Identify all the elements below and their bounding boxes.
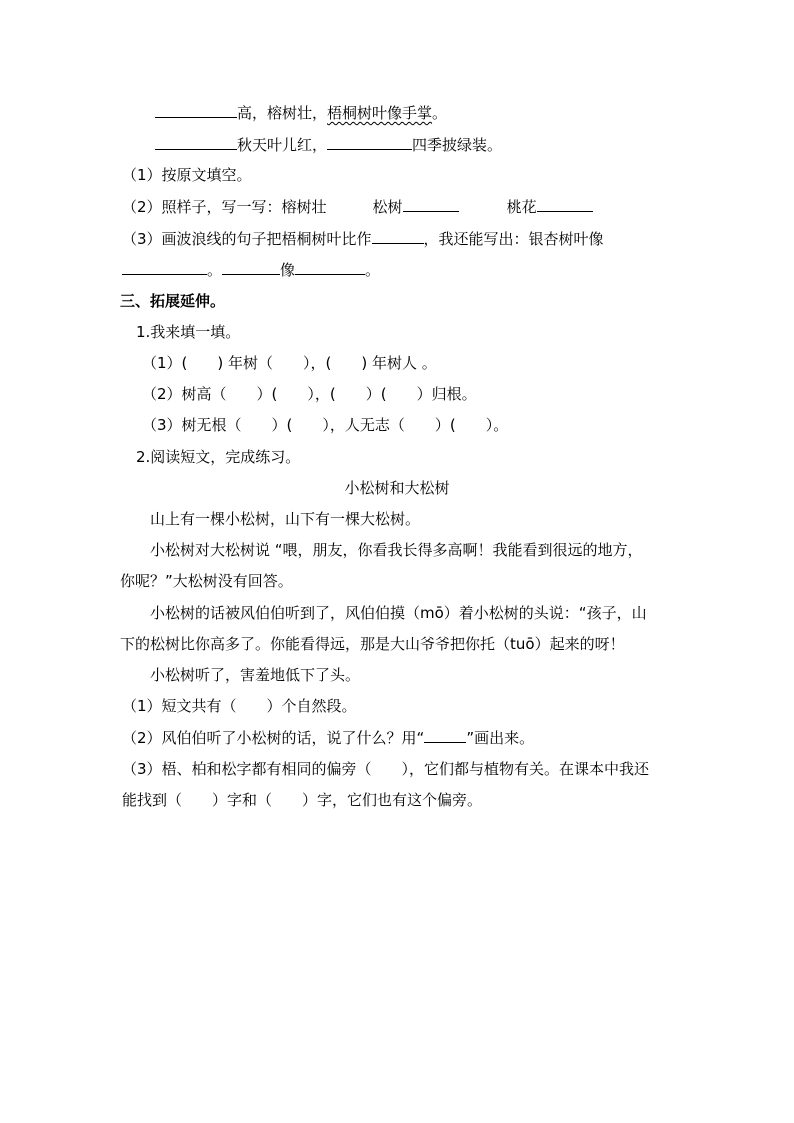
story-question-3-line-1: （3）梧、柏和松字都有相同的偏旁（ ），它们都与植物有关。在课本中我还 — [122, 760, 650, 778]
blank-q3-3[interactable] — [222, 259, 280, 275]
question-3-line-2 — [122, 259, 380, 279]
blank-q3-2[interactable] — [122, 259, 207, 275]
blank-q2-2[interactable] — [537, 196, 593, 212]
story-paragraph-2-line-2: 你呢？”大松树没有回答。 — [120, 572, 293, 590]
story-question-2 — [122, 727, 534, 747]
blank-q3-1[interactable] — [372, 228, 424, 244]
story-paragraph-2-line-1: 小松树对大松树说 “喂，朋友，你看我长得多高啊！我能看到很远的地方， — [150, 541, 643, 559]
story-paragraph-1: 山上有一棵小松树，山下有一棵大松树。 — [150, 510, 421, 528]
task-2: 2.阅读短文，完成练习。 — [136, 448, 301, 466]
question-3-text-a: 。 — [207, 261, 223, 279]
story-paragraph-3-line-2: 下的松树比你高多了。你能看得远，那是大山爷爷把你托（tuō）起来的呀！ — [120, 635, 625, 653]
fill-2: （2）树高（ ）( ），( ）( ）归根。 — [142, 385, 477, 403]
question-3-text-c: 。 — [365, 261, 381, 279]
blank-poem-3[interactable] — [327, 134, 412, 150]
question-3-prefix: （3）画波浪线的句子把梧桐树叶比作 — [122, 230, 372, 248]
blank-q2-1[interactable] — [403, 196, 459, 212]
story-paragraph-4: 小松树听了，害羞地低下了头。 — [150, 666, 361, 684]
task-1: 1.我来填一填。 — [136, 323, 241, 341]
question-2-prefix: （2）照样子，写一写：榕树壮 — [122, 198, 327, 216]
question-2-item-1: 松树 — [372, 198, 403, 216]
blank-poem-1[interactable] — [155, 102, 237, 118]
fill-3: （3）树无根（ ）( ），人无志（ ）( ）。 — [142, 416, 509, 434]
poem-line-1-wavy: 梧桐树叶像手掌 — [327, 104, 433, 122]
story-question-2-prefix: （2）风伯伯听了小松树的话，说了什么？用“ — [122, 729, 425, 747]
blank-story-q2[interactable] — [424, 727, 466, 743]
poem-line-1-text: 高，榕树壮， — [237, 104, 328, 122]
story-question-1: （1）短文共有（ ）个自然段。 — [122, 697, 357, 715]
question-2-item-2: 桃花 — [506, 198, 537, 216]
question-2 — [122, 196, 593, 216]
story-title: 小松树和大松树 — [344, 479, 450, 497]
section-3-heading: 三、拓展延伸。 — [120, 292, 226, 310]
poem-line-1 — [155, 102, 447, 122]
story-paragraph-3-line-1: 小松树的话被风伯伯听到了，风伯伯摸（mō）着小松树的头说：“孩子，山 — [150, 604, 647, 622]
poem-line-2-text-b: 四季披绿装。 — [412, 136, 503, 154]
poem-line-1-end: 。 — [432, 104, 448, 122]
story-question-2-suffix: ”画出来。 — [466, 729, 535, 747]
poem-line-2-text-a: 秋天叶儿红， — [237, 136, 328, 154]
fill-1: （1）( ) 年树（ ），( ) 年树人 。 — [142, 354, 437, 372]
question-3-line-1 — [122, 228, 604, 248]
question-3-suffix: ，我还能写出：银杏树叶像 — [423, 230, 604, 248]
blank-poem-2[interactable] — [155, 134, 237, 150]
question-1: （1）按原文填空。 — [122, 166, 252, 184]
poem-line-2 — [155, 134, 502, 154]
question-3-text-b: 像 — [280, 261, 296, 279]
blank-q3-4[interactable] — [295, 259, 365, 275]
story-question-3-line-2: 能找到（ ）字和（ ）字，它们也有这个偏旁。 — [122, 791, 483, 809]
